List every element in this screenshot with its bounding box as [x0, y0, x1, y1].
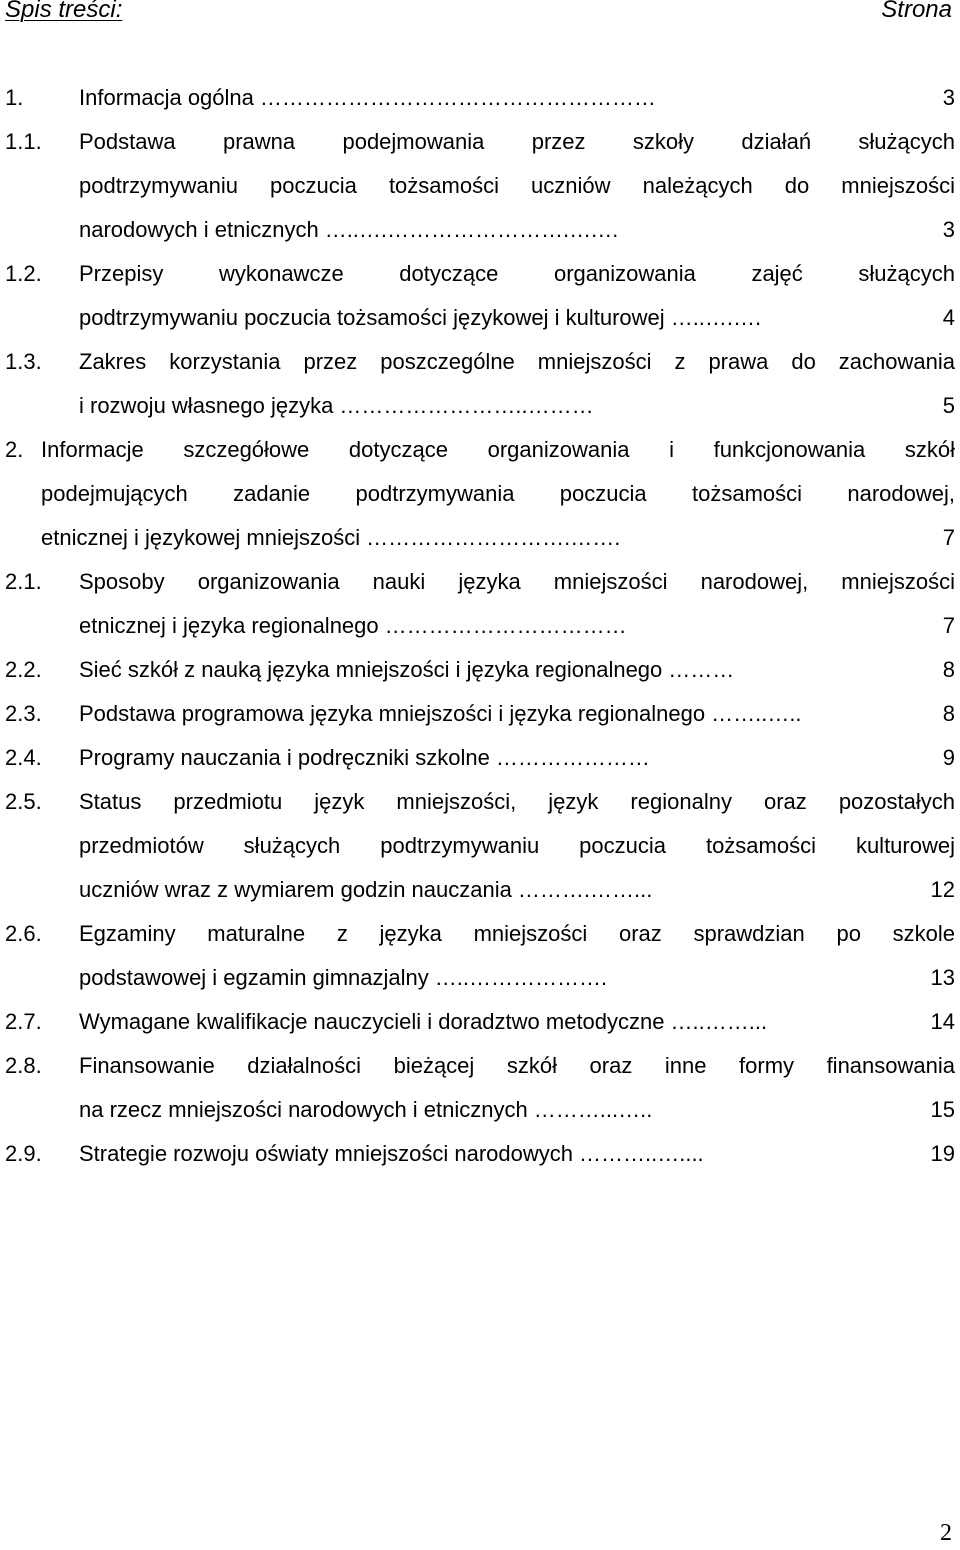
toc-entry-number: 2.4.	[5, 745, 42, 770]
toc-entry-title	[41, 428, 955, 560]
toc-entry-title-line	[79, 648, 955, 692]
toc-entry-title-text: narodowych i etnicznych	[79, 217, 319, 242]
toc-entry-title-text: Informacja ogólna	[79, 85, 254, 110]
toc-entry-number: 2.3.	[5, 701, 42, 726]
toc-entry-title	[79, 648, 955, 692]
toc-entry-title-text: na rzecz mniejszości narodowych i etnicznych	[79, 1097, 528, 1122]
dot-leader: ……..…..	[711, 701, 802, 726]
toc-entry-title-line	[79, 208, 955, 252]
toc-entry-number: 2.5.	[5, 789, 42, 814]
toc-entry-number: 2.1.	[5, 569, 42, 594]
dot-leader: ……………………..………	[339, 393, 594, 418]
toc-entry-title-text: podtrzymywaniu poczucia tożsamości językowej i kulturowej	[79, 305, 665, 330]
toc-entry-title-line: Informacje szczegółowe dotyczące organizowania i funkcjonowania szkół	[41, 437, 955, 462]
toc-entry-title-text: uczniów wraz z wymiarem godzin nauczania	[79, 877, 512, 902]
toc-entry-number: 2.8.	[5, 1053, 42, 1078]
dot-leader: ………...…..	[533, 1097, 653, 1122]
toc-entry-title-text: etnicznej i językowej mniejszości	[41, 525, 361, 550]
toc-entry-title-text: Wymagane kwalifikacje nauczycieli i doradztwo metodyczne	[79, 1009, 665, 1034]
toc-entry-number: 2.7.	[5, 1009, 42, 1034]
toc-entry-title	[79, 780, 955, 912]
page-column-heading: Strona	[881, 0, 952, 23]
toc-entry-page-number: 12	[930, 877, 955, 902]
toc-entry-title-line	[79, 1088, 955, 1132]
toc-entry-page-number: 3	[942, 217, 955, 242]
dot-leader: ………..…....	[579, 1141, 704, 1166]
dot-leader: ………………………………………………	[259, 85, 656, 110]
toc-entry-page-number: 8	[942, 657, 955, 682]
toc-entry-title-text: Programy nauczania i podręczniki szkolne	[79, 745, 490, 770]
dot-leader: ……………………….…….	[366, 525, 621, 550]
toc-entry-title-line: podtrzymywaniu poczucia tożsamości uczniów należących do mniejszości	[79, 173, 955, 198]
toc-entry-title-line	[41, 516, 955, 560]
toc-entry-title-line: podejmujących zadanie podtrzymywania poczucia tożsamości narodowej,	[41, 481, 955, 506]
toc-entry-title	[79, 120, 955, 252]
dot-leader: ………	[668, 657, 735, 682]
toc-entry-title-line: Przepisy wykonawcze dotyczące organizowania zajęć służących	[79, 261, 955, 286]
toc-entry-title	[79, 560, 955, 648]
toc-entry-title-line	[79, 868, 955, 912]
toc-entry-title	[79, 1132, 955, 1176]
toc-entry-title-line: Status przedmiotu język mniejszości, język regionalny oraz pozostałych	[79, 789, 955, 814]
toc-entry-title-text: i rozwoju własnego języka	[79, 393, 334, 418]
toc-entry-number: 1.3.	[5, 349, 42, 374]
toc-entry-title-line: Podstawa prawna podejmowania przez szkoły działań służących	[79, 129, 955, 154]
toc-entry-title-line	[79, 76, 955, 120]
toc-entry-title-line	[79, 1132, 955, 1176]
toc-entry-title	[79, 912, 955, 1000]
toc-entry-title-text: etnicznej i języka regionalnego	[79, 613, 379, 638]
toc-entry-page-number: 4	[942, 305, 955, 330]
toc-entry-number: 2.2.	[5, 657, 42, 682]
dot-leader: …..……………….	[434, 965, 608, 990]
dot-leader: …..….…………………….….…	[324, 217, 620, 242]
toc-entry-title-line: Finansowanie działalności bieżącej szkół oraz inne formy finansowania	[79, 1053, 955, 1078]
dot-leader: …..……...	[670, 1009, 768, 1034]
toc-entry-title	[79, 252, 955, 340]
toc-entry-page-number: 7	[942, 613, 955, 638]
toc-entry-title-line	[79, 604, 955, 648]
toc-entry-title-text: Sieć szkół z nauką języka mniejszości i języka regionalnego	[79, 657, 663, 682]
toc-entry-page-number: 5	[942, 393, 955, 418]
toc-entry-page-number: 15	[930, 1097, 955, 1122]
toc-entry-page-number: 7	[942, 525, 955, 550]
toc-entry-number: 1.2.	[5, 261, 42, 286]
toc-entry-page-number: 8	[942, 701, 955, 726]
toc-entry-title	[79, 76, 955, 120]
toc-entry-page-number: 9	[942, 745, 955, 770]
toc-entry-number: 2.9.	[5, 1141, 42, 1166]
toc-entry-number: 2.	[5, 437, 24, 462]
toc-entry-title-line	[79, 956, 955, 1000]
dot-leader: …………………	[495, 745, 650, 770]
toc-entry-title-line	[79, 736, 955, 780]
dot-leader: ……………………………	[384, 613, 627, 638]
toc-entry-title	[79, 692, 955, 736]
toc-entry-number: 1.	[5, 85, 24, 110]
page-number: 2	[940, 1520, 952, 1546]
toc-entry-title-text: Podstawa programowa języka mniejszości i języka regionalnego	[79, 701, 706, 726]
toc-entry-title-line: przedmiotów służących podtrzymywaniu poczucia tożsamości kulturowej	[79, 833, 955, 858]
toc-entry-page-number: 13	[930, 965, 955, 990]
toc-entry-title	[79, 1044, 955, 1132]
toc-entry-title-line	[79, 296, 955, 340]
toc-entry-title	[79, 340, 955, 428]
toc-entry-title-line: Egzaminy maturalne z języka mniejszości oraz sprawdzian po szkole	[79, 921, 955, 946]
toc-entry-title-line	[79, 692, 955, 736]
toc-entry-number: 1.1.	[5, 129, 42, 154]
toc-heading: Spis treści:	[5, 0, 123, 23]
dot-leader: ……….……...	[517, 877, 653, 902]
toc-entry-title	[79, 736, 955, 780]
toc-entry-title-line: Zakres korzystania przez poszczególne mniejszości z prawa do zachowania	[79, 349, 955, 374]
dot-leader: …..….….	[670, 305, 762, 330]
toc-entry-title-line: Sposoby organizowania nauki języka mniejszości narodowej, mniejszości	[79, 569, 955, 594]
toc-entry-title-line	[79, 384, 955, 428]
toc-entry-title-text: Strategie rozwoju oświaty mniejszości narodowych	[79, 1141, 573, 1166]
toc-entry-title-line	[79, 1000, 955, 1044]
toc-entry-title	[79, 1000, 955, 1044]
toc-entry-title-text: podstawowej i egzamin gimnazjalny	[79, 965, 429, 990]
toc-entry-page-number: 3	[942, 85, 955, 110]
toc-entry-page-number: 14	[930, 1009, 955, 1034]
toc-entry-page-number: 19	[930, 1141, 955, 1166]
toc-entry-number: 2.6.	[5, 921, 42, 946]
